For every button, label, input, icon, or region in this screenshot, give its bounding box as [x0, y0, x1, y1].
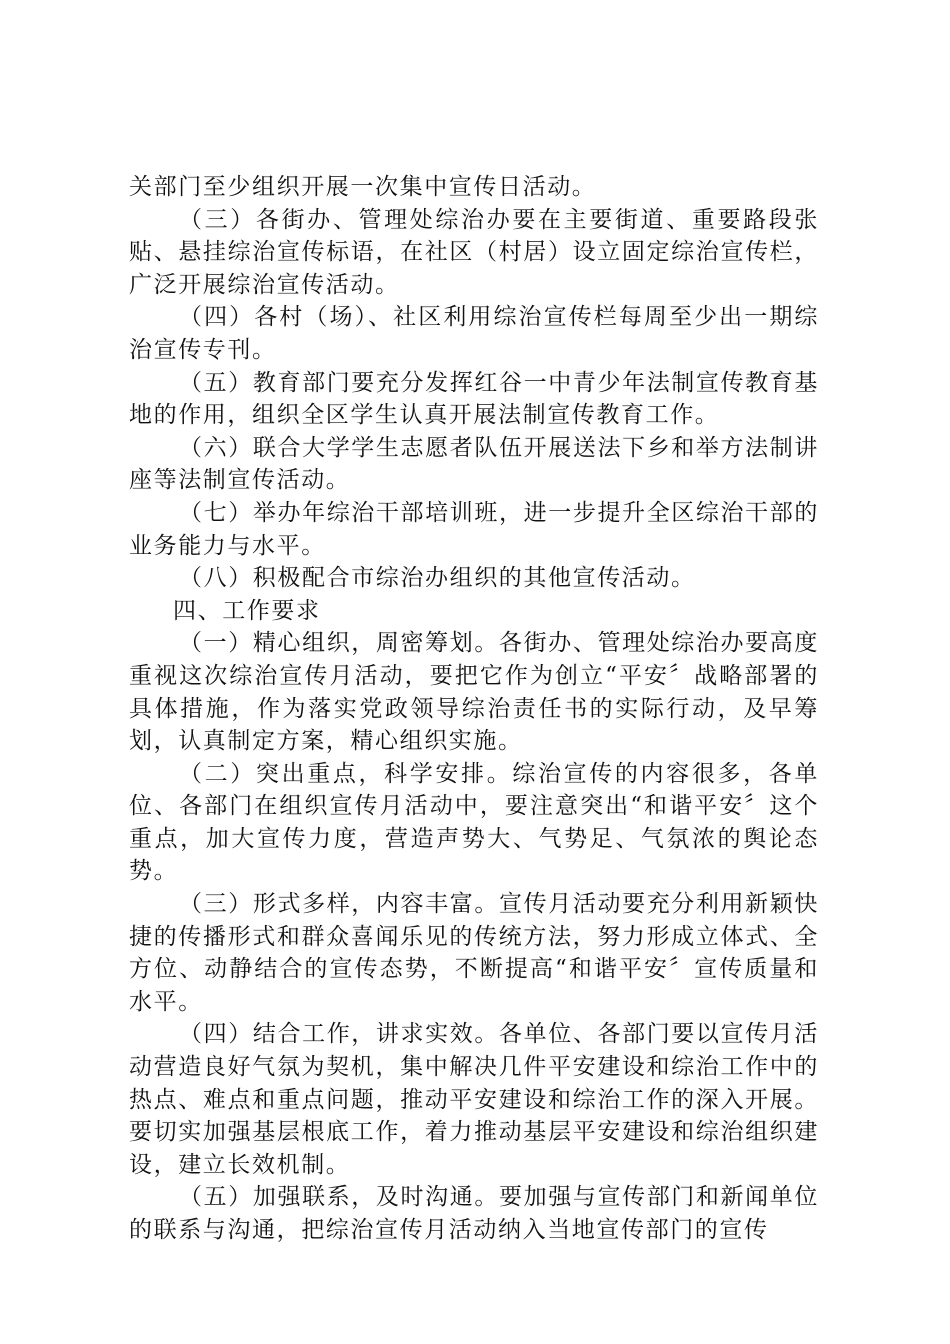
paragraph-item-5: （五）教育部门要充分发挥红谷一中青少年法制宣传教育基地的作用，组织全区学生认真开展法制宣传教育工作。 [129, 369, 819, 429]
section-heading-requirements: 四、工作要求 [173, 597, 321, 624]
paragraph-item-6: （六）联合大学学生志愿者队伍开展送法下乡和举方法制讲座等法制宣传活动。 [129, 434, 819, 494]
paragraph-item-4: （四）各村（场）、社区利用综治宣传栏每周至少出一期综治宣传专刊。 [129, 304, 819, 363]
document-body [129, 171, 819, 1247]
paragraph-continuation: 关部门至少组织开展一次集中宣传日活动。 [129, 174, 597, 200]
paragraph-item-3: （三）各街办、管理处综治办要在主要街道、重要路段张贴、悬挂综治宣传标语，在社区（村居）设立固定综治宣传栏，广泛开展综治宣传活动。 [129, 206, 819, 298]
paragraph-requirement-3: （三）形式多样，内容丰富。宣传月活动要充分利用新颖快捷的传播形式和群众喜闻乐见的传统方法，努力形成立体式、全方位、动静结合的宣传态势，不断提高“和谐平安〞宣传质量和水平。 [129, 891, 819, 1015]
paragraph-requirement-2: （二）突出重点，科学安排。综治宣传的内容很多，各单位、各部门在组织宣传月活动中，要注意突出“和谐平安〞这个重点，加大宣传力度，营造声势大、气势足、气氛浓的舆论态势。 [129, 760, 819, 885]
paragraph-item-8: （八）积极配合市综治办组织的其他宣传活动。 [179, 565, 696, 592]
paragraph-requirement-4: （四）结合工作，讲求实效。各单位、各部门要以宣传月活动营造良好气氛为契机，集中解决几件平安建设和综治工作中的热点、难点和重点问题，推动平安建设和综治工作的深入开展。要切实加强基层根底工作，着力推动基层平安建设和综治组织建设，建立长效机制。 [129, 1021, 819, 1178]
paragraph-requirement-1: （一）精心组织，周密筹划。各街办、管理处综治办要高度重视这次综治宣传月活动，要把它作为创立“平安〞战略部署的具体措施，作为落实党政领导综治责任书的实际行动，及早筹划，认真制定方案，精心组织实施。 [129, 630, 819, 755]
paragraph-item-7: （七）举办年综治干部培训班，进一步提升全区综治干部的业务能力与水平。 [129, 499, 819, 559]
paragraph-requirement-5: （五）加强联系，及时沟通。要加强与宣传部门和新闻单位的联系与沟通，把综治宣传月活动纳入当地宣传部门的宣传 [129, 1184, 819, 1243]
